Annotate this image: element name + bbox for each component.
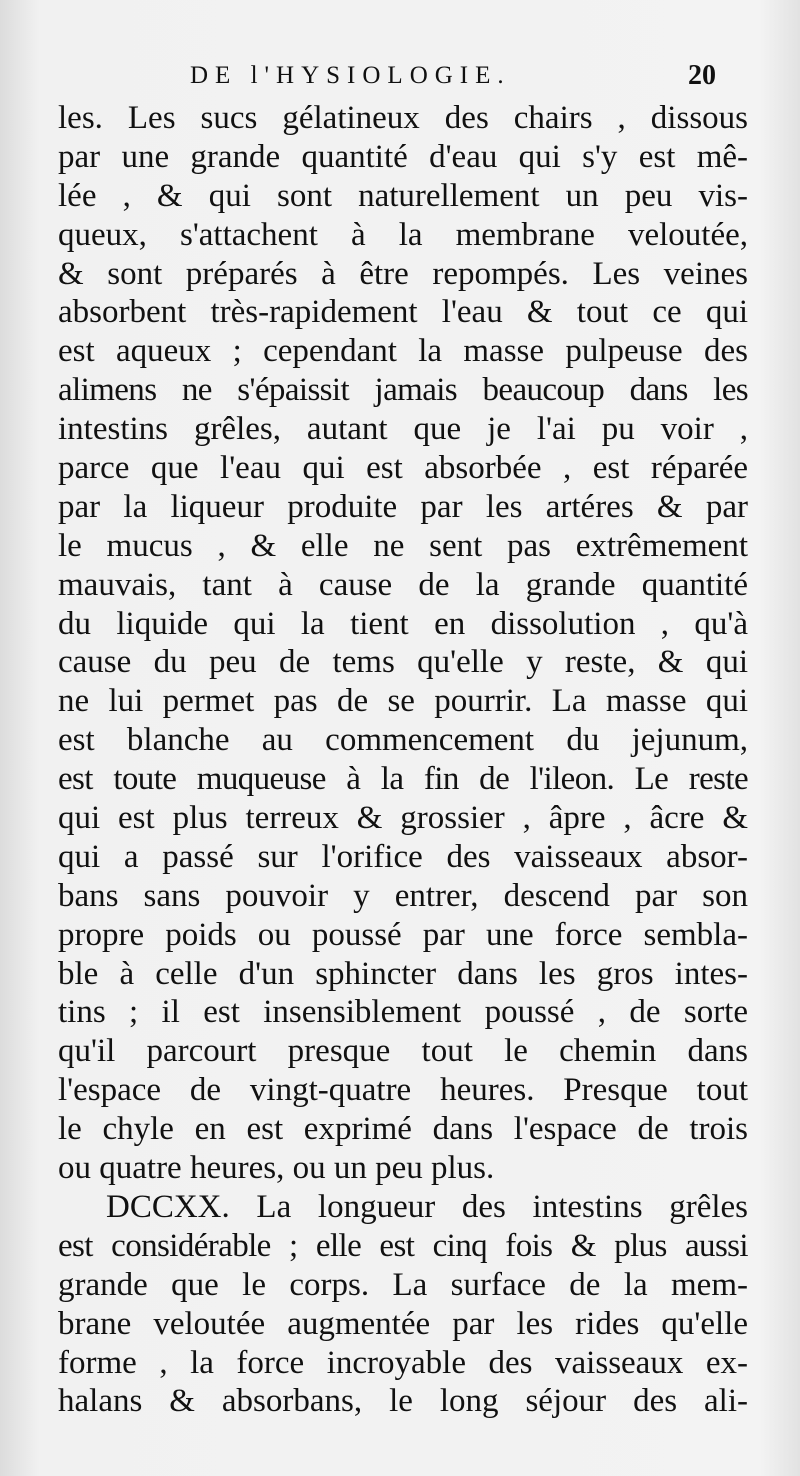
text-line: forme , la force incroyable des vaisseaux ex- [58, 1344, 748, 1381]
text-line: l'espace de vingt-quatre heures. Presque tout [58, 1072, 748, 1109]
paragraph-start-line: DCCXX. La longueur des intestins grêles [106, 1188, 748, 1225]
text-line: queux, s'attachent à la membrane veloutée, [58, 216, 748, 253]
text-line: qui a passé sur l'orifice des vaisseaux absor- [58, 838, 748, 875]
text-line: parce que l'eau qui est absorbée , est réparée [58, 450, 748, 487]
text-line: & sont préparés à être repompés. Les veines [58, 255, 748, 292]
text-line: ne lui permet pas de se pourrir. La masse qui [58, 683, 748, 720]
text-line: les. Les sucs gélatineux des chairs , dissous [58, 100, 748, 136]
text-line: brane veloutée augmentée par les rides qu'elle [58, 1305, 748, 1342]
text-line: du liquide qui la tient en dissolution , qu'à [58, 605, 748, 642]
text-line: par la liqueur produite par les artéres & par [58, 488, 748, 525]
text-line: ble à celle d'un sphincter dans les gros intes- [58, 955, 748, 992]
text-line: cause du peu de tems qu'elle y reste, & qui [58, 644, 748, 681]
text-line: lée , & qui sont naturellement un peu vis- [58, 177, 748, 214]
page-number: 20 [688, 60, 716, 91]
text-line: intestins grêles, autant que je l'ai pu voir , [58, 411, 748, 448]
body-text [58, 99, 748, 1421]
text-line: halans & absorbans, le long séjour des ali- [58, 1383, 748, 1420]
text-line: bans sans pouvoir y entrer, descend par son [58, 877, 748, 914]
text-line: par une grande quantité d'eau qui s'y est mê- [58, 138, 748, 175]
text-line: est toute muqueuse à la fin de l'ileon. Le reste [58, 761, 748, 798]
text-line: est blanche au commencement du jejunum, [58, 722, 748, 759]
text-line: le mucus , & elle ne sent pas extrêmement [58, 527, 748, 564]
text-line: absorbent très-rapidement l'eau & tout ce qui [58, 294, 748, 331]
text-line: grande que le corps. La surface de la mem- [58, 1266, 748, 1303]
text-line: qui est plus terreux & grossier , âpre , âcre & [58, 800, 748, 837]
text-line: est considérable ; elle est cinq fois & plus aussi [58, 1227, 748, 1264]
text-line: tins ; il est insensiblement poussé , de sorte [58, 994, 748, 1031]
text-line: est aqueux ; cependant la masse pulpeuse des [58, 333, 748, 370]
text-line: qu'il parcourt presque tout le chemin dans [58, 1033, 748, 1070]
text-line: le chyle en est exprimé dans l'espace de trois [58, 1111, 748, 1148]
text-line: mauvais, tant à cause de la grande quantité [58, 566, 748, 603]
text-line: ou quatre heures, ou un peu plus. [58, 1150, 495, 1187]
running-head: DE l'HYSIOLOGIE. [190, 62, 511, 89]
page-header [0, 56, 800, 96]
text-line: alimens ne s'épaissit jamais beaucoup dans les [58, 372, 748, 409]
text-line: propre poids ou poussé par une force sembla- [58, 916, 748, 953]
